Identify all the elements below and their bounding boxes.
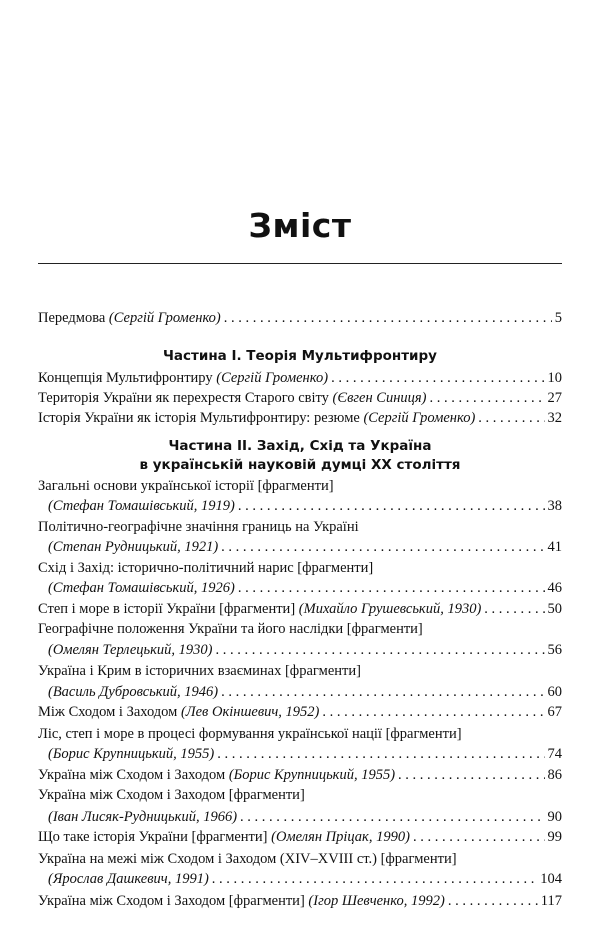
entry-author: (Василь Дубровський, 1946) [48,684,219,700]
page-number: 41 [547,539,562,555]
entry-text: Україна між Сходом і Заходом [фрагменти] [38,787,305,803]
entry-text: Україна і Крим в історичних взаєминах [фрагменти] [38,663,361,679]
page-number: 104 [540,871,562,887]
page-number: 56 [547,642,562,658]
dot-leader [484,600,544,619]
dot-leader [322,703,544,722]
toc-entry [38,703,562,722]
entry-title [38,828,410,847]
page-number: 27 [547,390,562,406]
toc-entry [38,600,562,619]
entry-author: (Ігор Шевченко, 1992) [308,893,445,909]
toc-entry [38,369,562,388]
toc-entry [38,538,562,557]
toc-entry [38,518,562,537]
toc-entry [38,850,562,869]
toc-entry [38,579,562,598]
toc-entry [38,892,562,911]
dot-leader [212,870,537,889]
dot-leader [413,828,545,847]
entry-author: (Сергій Громенко) [216,370,329,386]
dot-leader [448,892,538,911]
entry-title [38,309,221,328]
entry-text: Що таке історія України [фрагменти] [38,829,268,845]
dot-leader [238,579,545,598]
entry-title [38,389,426,408]
entry-title [38,369,328,388]
entry-title [38,870,209,889]
toc-entry [38,828,562,847]
entry-text: Територія України як перехрестя Старого світу [38,390,329,406]
entry-author: (Степан Рудницький, 1921) [48,539,219,555]
entry-title [38,766,395,785]
entry-title [38,786,305,805]
entry-text: Історія України як історія Мультифронтиру: резюме [38,410,360,426]
dot-leader [398,766,544,785]
toc-entry [38,389,562,408]
entry-author: (Омелян Пріцак, 1990) [271,829,410,845]
entry-title [38,641,213,660]
entry-title [38,538,218,557]
toc-entry [38,409,562,428]
page-number: 99 [547,829,562,845]
entry-text: Політично-географічне значіння границь на Україні [38,519,359,535]
dot-leader [331,369,544,388]
toc-entry [38,497,562,516]
entry-text: Ліс, степ і море в процесі формування української нації [фрагменти] [38,726,462,742]
page-number: 10 [547,370,562,386]
dot-leader [238,497,545,516]
toc-entry [38,683,562,702]
dot-leader [216,641,545,660]
entry-title [38,620,423,639]
toc-entry [38,620,562,639]
entry-text: Між Сходом і Заходом [38,704,178,720]
entry-text: Україна на межі між Сходом і Заходом (XIV–XVIII ст.) [фрагменти] [38,851,457,867]
entry-title [38,725,462,744]
entry-text: Передмова [38,310,106,326]
toc-entry [38,641,562,660]
page-number: 50 [547,601,562,617]
entry-title [38,600,481,619]
entry-text: Концепція Мультифронтиру [38,370,213,386]
entry-text: Загальні основи української історії [фрагменти] [38,478,334,494]
entry-author: (Сергій Громенко) [108,310,221,326]
toc-entry [38,786,562,805]
entry-title [38,477,334,496]
page-number: 60 [547,684,562,700]
page-number: 86 [547,767,562,783]
entry-title [38,892,445,911]
dot-leader [429,389,544,408]
entry-author: (Борис Крупницький, 1955) [228,767,396,783]
entry-title [38,683,218,702]
dot-leader [217,745,544,764]
dot-leader [478,409,544,428]
toc-entry [38,766,562,785]
entry-author: (Сергій Громенко) [363,410,476,426]
entry-text: Схід і Захід: історично-політичний нарис [фрагменти] [38,560,374,576]
title-divider [38,263,562,264]
page-number: 117 [540,893,562,909]
toc-entry [38,309,562,328]
entry-author: (Ярослав Дашкевич, 1991) [48,871,209,887]
entry-author: (Борис Крупницький, 1955) [48,746,215,762]
toc-entry [38,559,562,578]
entry-title [38,808,237,827]
dot-leader [221,538,544,557]
page-number: 74 [547,746,562,762]
page-title: Зміст [248,206,352,245]
entry-title [38,662,361,681]
page-number: 38 [547,498,562,514]
entry-author: (Стефан Томашівський, 1919) [48,498,235,514]
toc-entry [38,808,562,827]
dot-leader [240,808,544,827]
page-number: 32 [547,410,562,426]
entry-author: (Євген Синиця) [332,390,427,406]
dot-leader [224,309,552,328]
entry-title [38,409,475,428]
entry-title [38,850,457,869]
toc-entry [38,745,562,764]
entry-author: (Іван Лисяк-Рудницький, 1966) [48,809,238,825]
entry-title [38,559,373,578]
toc-entry [38,662,562,681]
entry-text: Україна між Сходом і Заходом [фрагменти] [38,893,305,909]
entry-text: Географічне положення України та його наслідки [фрагменти] [38,621,423,637]
entry-title [38,518,359,537]
page-number: 67 [547,704,562,720]
page-number: 90 [547,809,562,825]
part-heading: в українській науковій думці XX століття [139,457,461,473]
toc-entry [38,477,562,496]
entry-title [38,497,235,516]
entry-author: (Лев Окіншевич, 1952) [180,704,320,720]
entry-text: Україна між Сходом і Заходом [38,767,226,783]
entry-author: (Михайло Грушевський, 1930) [298,601,482,617]
part-heading: Частина І. Теорія Мультифронтиру [163,348,437,364]
entry-author: (Омелян Терлецький, 1930) [48,642,213,658]
dot-leader [221,683,544,702]
page-number: 46 [547,580,562,596]
page-number: 5 [554,310,562,326]
entry-title [38,579,235,598]
toc-entry [38,870,562,889]
toc-entry [38,725,562,744]
entry-title [38,703,319,722]
entry-author: (Стефан Томашівський, 1926) [48,580,235,596]
part-heading: Частина II. Захід, Схід та Україна [168,438,432,454]
entry-title [38,745,214,764]
entry-text: Степ і море в історії України [фрагменти] [38,601,296,617]
